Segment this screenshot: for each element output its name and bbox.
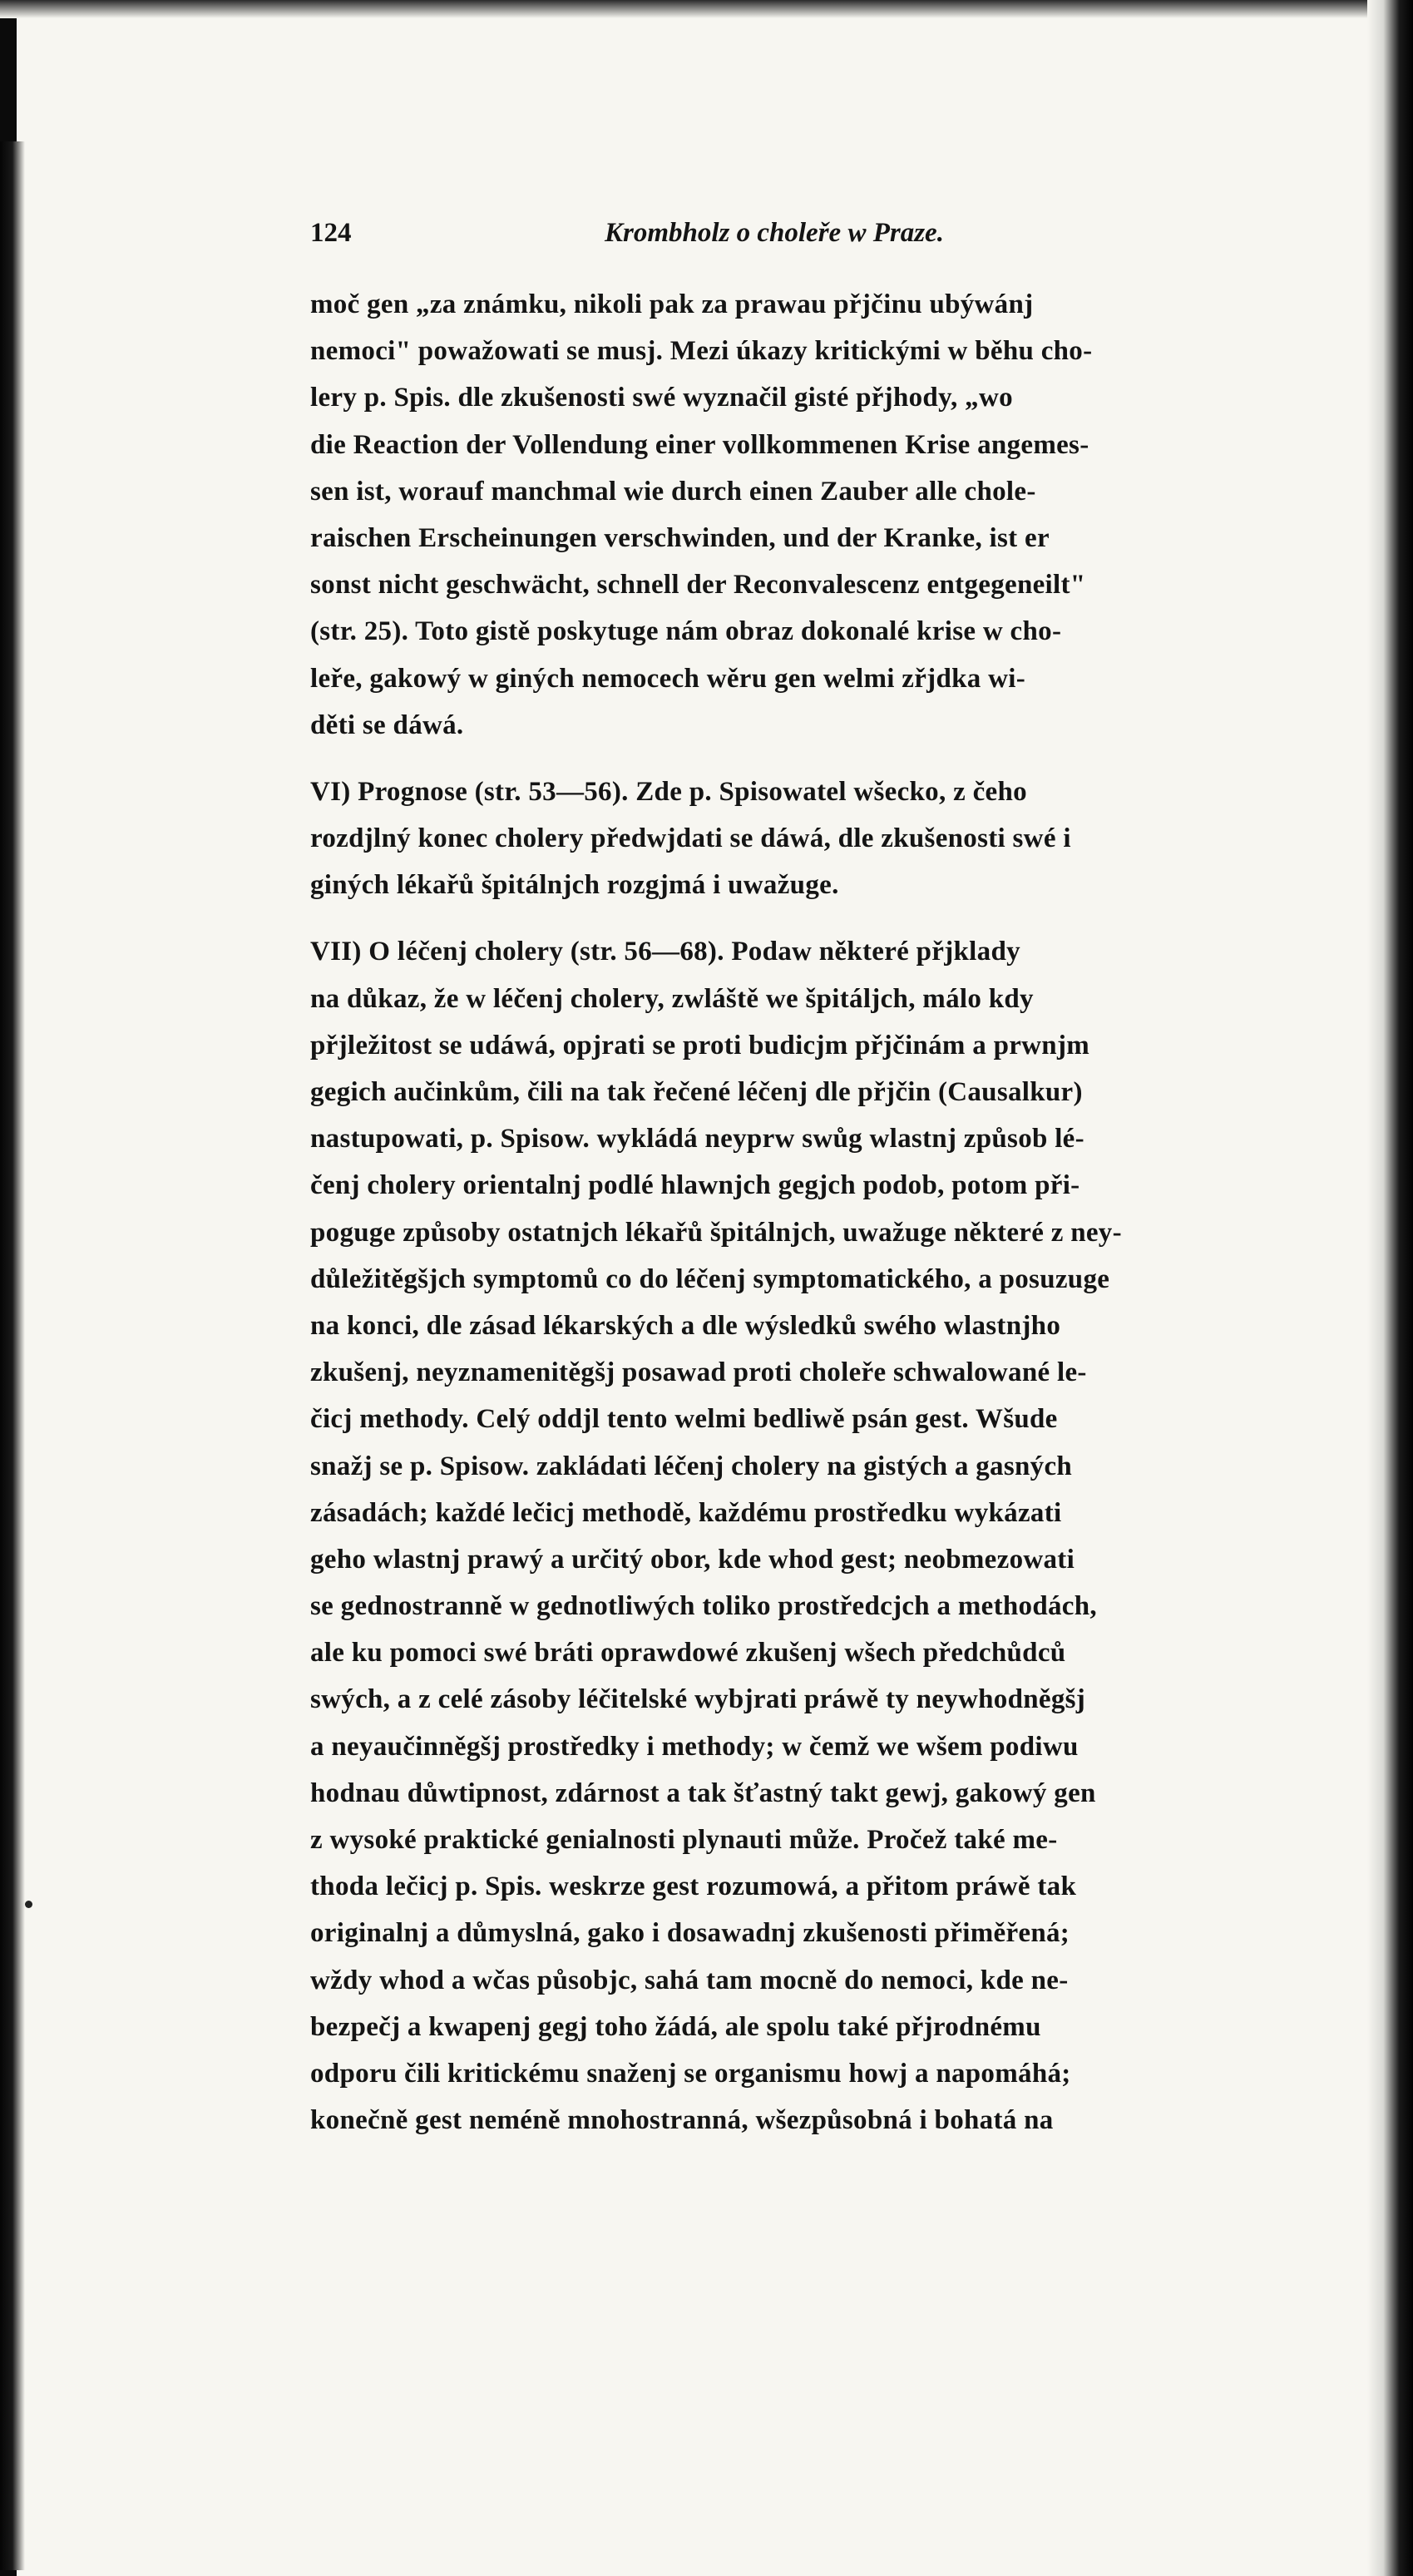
text-line: hodnau důwtipnost, zdárnost a tak šťastný takt gewj, gakowý gen (310, 1777, 1096, 1808)
text-line: originalnj a důmyslná, gako i dosawadnj zkušenosti přiměřená; (310, 1918, 1070, 1949)
text-line: ale ku pomoci swé bráti oprawdowé zkušenj wšech předchůdců (310, 1638, 1066, 1669)
text-line: sonst nicht geschwächt, schnell der Reconvalescenz entgegeneilt" (310, 570, 1086, 601)
text-line: thoda lečicj p. Spis. weskrze gest rozumowá, a přitom práwě tak (310, 1871, 1077, 1902)
scan-right-edge (1367, 0, 1413, 2576)
text-line: VII) O léčenj cholery (str. 56—68). Podaw některé přjklady (310, 937, 1020, 967)
text-line: leře, gakowý w giných nemocech wěru gen welmi zřjdka wi- (310, 663, 1025, 694)
text-line: zkušenj, neyznamenitěgšj posawad proti choleře schwalowané le- (310, 1357, 1087, 1388)
text-line: (str. 25). Toto gistě poskytuge nám obraz dokonalé krise w cho- (310, 616, 1062, 647)
text-line: sen ist, worauf manchmal wie durch einen Zauber alle chole- (310, 476, 1036, 507)
text-line: děti se dáwá. (310, 710, 464, 740)
text-line: na konci, dle zásad lékarských a dle wýsledků swého wlastnjho (310, 1310, 1061, 1341)
text-line: na důkaz, že w léčenj cholery, zwláště we špitáljch, málo kdy (310, 983, 1034, 1014)
text-line: odporu čili kritickému snaženj se organismu howj a napomáhá; (310, 2058, 1071, 2089)
text-line: VI) Prognose (str. 53—56). Zde p. Spisowatel wšecko, z čeho (310, 776, 1027, 807)
paragraph-gap (310, 908, 1341, 928)
text-line: a neyaučinněgšj prostředky i methody; w čemž we wšem podiwu (310, 1731, 1079, 1762)
text-line: nastupowati, p. Spisow. wykládá neyprw swůg wlastnj způsob lé- (310, 1124, 1084, 1155)
text-line: bezpečj a kwapenj gegj toho žádá, ale spolu také přjrodnému (310, 2011, 1041, 2042)
text-line: z wysoké praktické genialnosti plynauti může. Pročež také me- (310, 1825, 1058, 1855)
body-text (310, 281, 1341, 2143)
text-line: rozdjlný konec cholery předwjdati se dáwá, dle zkušenosti swé i (310, 823, 1071, 854)
text-line: přjležitost se udáwá, opjrati se proti budicjm přjčinám a prwnjm (310, 1030, 1090, 1061)
text-line: nemoci" powažowati se musj. Mezi úkazy kritickými w běhu cho- (310, 336, 1093, 367)
running-title: Krombholz o choleře w Praze. (605, 218, 944, 248)
text-line: čicj methody. Celý oddjl tento welmi bedliwě psán gest. Wšude (310, 1404, 1058, 1435)
text-line: die Reaction der Vollendung einer vollkommenen Krise angemes- (310, 429, 1089, 460)
scan-left-edge (0, 141, 25, 2570)
text-line: snažj se p. Spisow. zakládati léčenj cholery na gistých a gasných (310, 1451, 1073, 1481)
scan-top-shadow (0, 0, 1413, 18)
text-line: giných lékařů špitálnjch rozgjmá i uwažuge. (310, 870, 839, 901)
text-line: čenj cholery orientalnj podlé hlawnjch gegjch podob, potom při- (310, 1170, 1080, 1201)
text-line: poguge způsoby ostatnjch lékařů špitálnjch, uwažuge některé z ney- (310, 1217, 1122, 1248)
text-line: wždy whod a wčas působjc, sahá tam mocně do nemoci, kde ne- (310, 1965, 1069, 1995)
text-line: gegich aučinkům, čili na tak řečené léčenj dle přjčin (Causalkur) (310, 1077, 1083, 1107)
text-line: geho wlastnj prawý a určitý obor, kde whod gest; neobmezowati (310, 1544, 1075, 1575)
text-line: se gednostranně w gednotliwých toliko prostředcjch a methodách, (310, 1591, 1097, 1622)
margin-mark (25, 1901, 32, 1908)
text-line: moč gen „za známku, nikoli pak za prawau přjčinu ubýwánj (310, 289, 1034, 319)
page-header (310, 218, 1059, 260)
text-line: swých, a z celé zásoby léčitelské wybjrati práwě ty neywhodněgšj (310, 1684, 1086, 1715)
text-line: důležitěgšjch symptomů co do léčenj symptomatického, a posuzuge (310, 1263, 1110, 1294)
paragraph-gap (310, 749, 1341, 769)
text-line: zásadách; každé lečicj methodě, každému prostředku wykázati (310, 1497, 1062, 1528)
text-line: lery p. Spis. dle zkušenosti swé wyznačil gisté přjhody, „wo (310, 383, 1013, 413)
text-line: konečně gest neméně mnohostranná, wšezpůsobná i bohatá na (310, 2105, 1054, 2136)
text-line: raischen Erscheinungen verschwinden, und der Kranke, ist er (310, 522, 1050, 553)
page-number: 124 (310, 218, 352, 248)
